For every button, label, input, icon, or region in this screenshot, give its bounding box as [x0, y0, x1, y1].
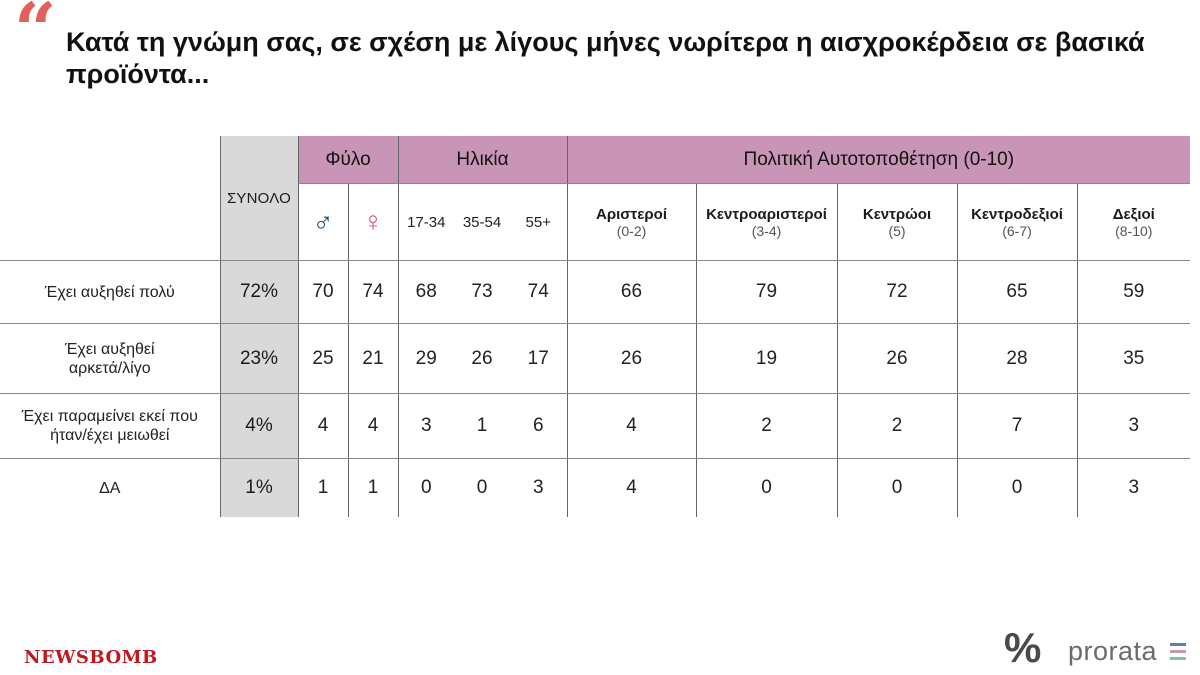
table-cell: 4	[348, 394, 398, 459]
table-cell: 66	[567, 261, 696, 324]
table-row	[0, 324, 1190, 394]
total-cell: 1%	[220, 459, 298, 518]
table-cell: 29	[398, 324, 454, 394]
table-cell: 4	[298, 394, 348, 459]
table-cell: 25	[298, 324, 348, 394]
table-cell: 74	[510, 261, 567, 324]
table-cell: 3	[1077, 394, 1190, 459]
table-cell: 1	[454, 394, 510, 459]
age-column-header: 17-34	[398, 184, 454, 261]
table-cell: 28	[957, 324, 1077, 394]
table-cell: 1	[348, 459, 398, 518]
table-cell: 0	[957, 459, 1077, 518]
table-cell: 65	[957, 261, 1077, 324]
table-cell: 70	[298, 261, 348, 324]
table-cell: 17	[510, 324, 567, 394]
row-label: ΔΑ	[99, 479, 121, 497]
page-title: Κατά τη γνώμη σας, σε σχέση με λίγους μήνες νωρίτερα η αισχροκέρδεια σε βασικά προϊόντα...	[66, 27, 1145, 89]
table-cell: 35	[1077, 324, 1190, 394]
table-cell: 68	[398, 261, 454, 324]
politics-column-name: Κεντροδεξιοί	[971, 205, 1063, 223]
table-cell: 73	[454, 261, 510, 324]
gender-group-header: Φύλο	[298, 136, 398, 184]
table-cell: 19	[696, 324, 837, 394]
newsbomb-logo-bomb: BOMB	[89, 647, 158, 668]
table-cell: 59	[1077, 261, 1190, 324]
table-cell: 2	[696, 394, 837, 459]
newsbomb-logo	[24, 647, 158, 668]
politics-column-range: (3-4)	[751, 222, 782, 239]
politics-column-name: Κεντρώοι	[862, 205, 932, 223]
table-cell: 6	[510, 394, 567, 459]
table-cell: 2	[837, 394, 957, 459]
prorata-bar	[1170, 643, 1186, 646]
age-column-header: 55+	[510, 184, 567, 261]
female-icon: ♀	[362, 206, 384, 237]
table-cell: 7	[957, 394, 1077, 459]
total-cell: 72%	[220, 261, 298, 324]
politics-column-range: (0-2)	[616, 222, 647, 239]
table-cell: 21	[348, 324, 398, 394]
politics-column-header	[957, 184, 1077, 261]
table-row	[0, 394, 1190, 459]
row-label: Έχει αυξηθεί αρκετά/λίγο	[0, 324, 220, 394]
table-cell: 0	[837, 459, 957, 518]
politics-column-header	[567, 184, 696, 261]
politics-column-range: (6-7)	[1002, 222, 1032, 239]
table-cell: 4	[567, 394, 696, 459]
table-cell: 26	[837, 324, 957, 394]
table-cell: 79	[696, 261, 837, 324]
table-cell: 26	[454, 324, 510, 394]
politics-column-name: Δεξιοί	[1112, 205, 1155, 223]
newsbomb-logo-news: NEWS	[24, 647, 90, 668]
politics-column-name: Κεντροαριστεροί	[706, 205, 827, 223]
age-column-header: 35-54	[454, 184, 510, 261]
table-row	[0, 261, 1190, 324]
table-cell: 72	[837, 261, 957, 324]
table-cell: 74	[348, 261, 398, 324]
politics-column-header	[1077, 184, 1190, 261]
male-icon: ♂	[312, 206, 334, 237]
prorata-logo: prorata	[1068, 636, 1158, 666]
table-cell: 3	[1077, 459, 1190, 518]
prorata-bars-icon	[1170, 643, 1186, 665]
table-cell: 0	[696, 459, 837, 518]
table-row	[0, 459, 1190, 518]
age-group-header: Ηλικία	[398, 136, 567, 184]
row-label: Έχει αυξηθεί πολύ	[0, 261, 220, 324]
total-cell: 23%	[220, 324, 298, 394]
politics-group-header: Πολιτική Αυτοτοποθέτηση (0-10)	[567, 136, 1190, 184]
male-column-header	[298, 184, 348, 261]
row-label: Έχει παραμείνει εκεί που ήταν/έχει μειωθεί	[0, 394, 220, 459]
politics-column-header	[837, 184, 957, 261]
table-cell: 4	[567, 459, 696, 518]
table-cell: 3	[398, 394, 454, 459]
quote-mark: “	[14, 0, 57, 74]
table-cell: 26	[567, 324, 696, 394]
politics-column-range: (8-10)	[1115, 222, 1153, 239]
prorata-bar	[1170, 650, 1186, 653]
prorata-bar	[1170, 657, 1186, 660]
politics-column-name: Αριστεροί	[596, 205, 667, 223]
politics-column-range: (5)	[888, 222, 906, 239]
results-table	[0, 136, 1190, 517]
table-cell: 0	[476, 477, 488, 498]
female-column-header	[348, 184, 398, 261]
percent-logo-icon: %	[1004, 624, 1042, 671]
politics-column-header	[696, 184, 837, 261]
total-header: ΣΥΝΟΛΟ	[220, 136, 298, 261]
table-cell: 1	[298, 459, 348, 518]
table-cell: 0	[398, 459, 454, 518]
total-cell: 4%	[220, 394, 298, 459]
table-cell: 3	[532, 477, 544, 498]
